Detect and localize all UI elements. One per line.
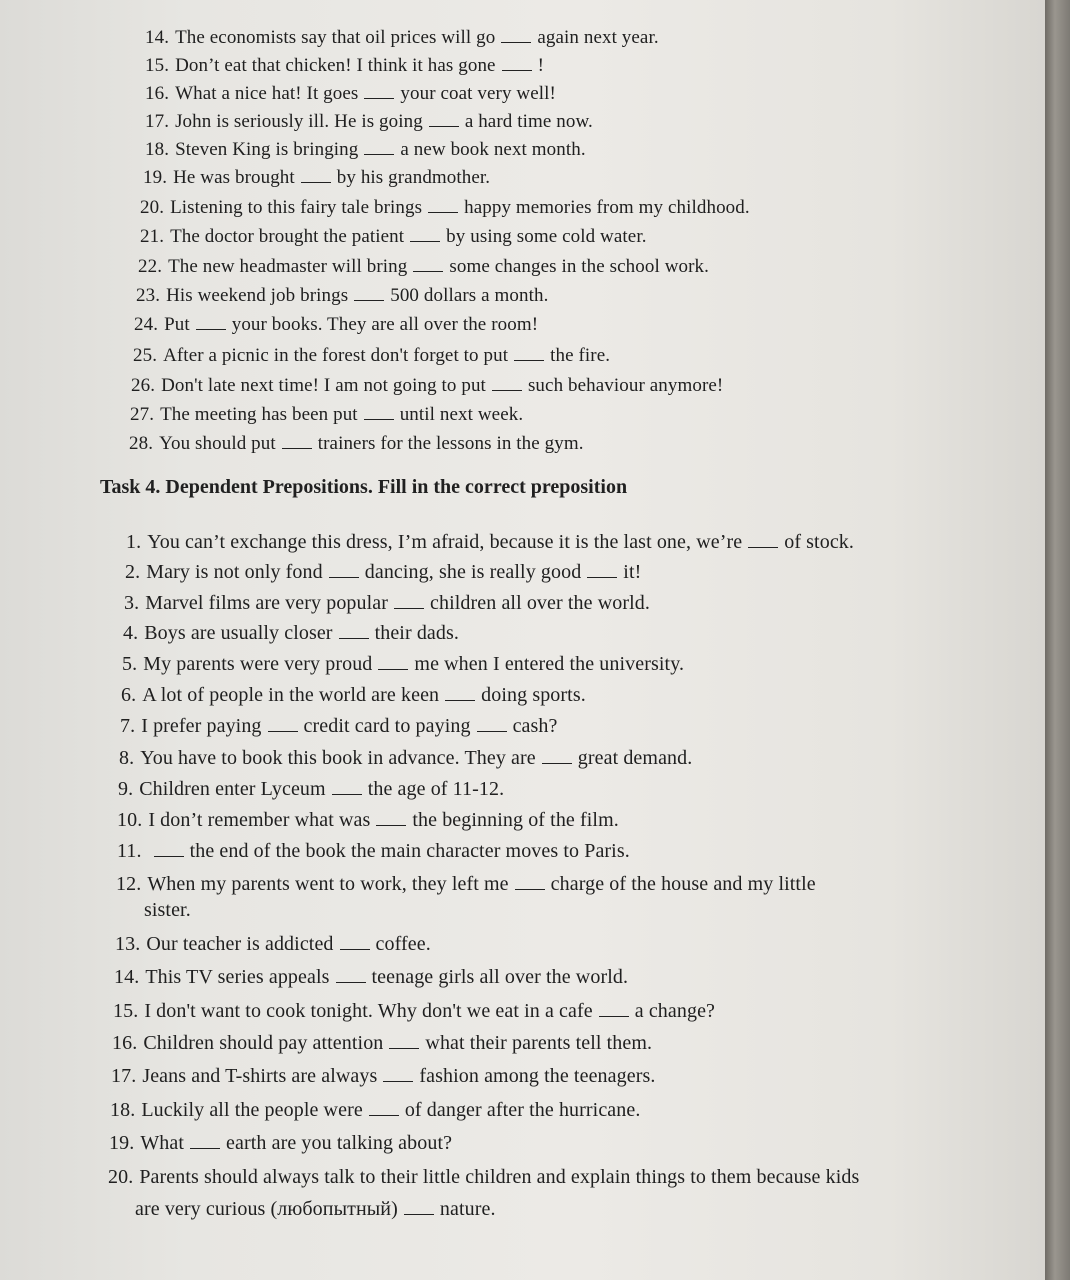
item-text-end: again next year. bbox=[537, 27, 659, 48]
item-text-end: a new book next month. bbox=[400, 139, 586, 160]
item-text-end: fashion among the teenagers. bbox=[419, 1065, 656, 1087]
item-text-end: coffee. bbox=[375, 933, 431, 955]
answer-blank bbox=[301, 166, 331, 183]
item-text: The meeting has been put bbox=[160, 404, 358, 425]
item-text-end: their dads. bbox=[374, 622, 459, 644]
list-item-continuation bbox=[144, 898, 191, 922]
item-text-end: cash? bbox=[512, 715, 558, 737]
item-text: sister. bbox=[144, 899, 191, 921]
list-item bbox=[130, 403, 523, 427]
item-number: 14. bbox=[145, 27, 170, 48]
answer-blank bbox=[268, 715, 298, 732]
item-number: 9. bbox=[118, 778, 134, 800]
item-number: 15. bbox=[113, 1000, 139, 1022]
item-text: Don’t eat that chicken! I think it has gone bbox=[175, 55, 496, 76]
item-text: The new headmaster will bring bbox=[168, 256, 408, 277]
item-text: You should put bbox=[159, 433, 276, 454]
item-text-end: the age of 11-12. bbox=[367, 778, 505, 800]
item-text-end: your coat very well! bbox=[400, 83, 556, 104]
answer-blank bbox=[445, 684, 475, 701]
answer-blank bbox=[154, 840, 184, 857]
list-item bbox=[111, 1064, 655, 1088]
item-text-end: a change? bbox=[634, 1000, 716, 1022]
item-text-end: until next week. bbox=[399, 404, 524, 425]
item-text-end: the end of the book the main character moves to Paris. bbox=[189, 840, 630, 862]
item-text: My parents were very proud bbox=[143, 653, 373, 675]
item-text-end: teenage girls all over the world. bbox=[371, 966, 629, 988]
list-item bbox=[131, 374, 723, 398]
item-text-end: your books. They are all over the room! bbox=[231, 314, 539, 335]
answer-blank bbox=[340, 933, 370, 950]
list-item bbox=[118, 777, 504, 801]
item-text: You can’t exchange this dress, I’m afraid, because it is the last one, we’re bbox=[147, 531, 743, 553]
item-text-middle: dancing, she is really good bbox=[364, 561, 582, 583]
list-item bbox=[124, 591, 650, 615]
list-item bbox=[145, 110, 593, 134]
item-number: 8. bbox=[119, 747, 135, 769]
item-number: 18. bbox=[110, 1099, 136, 1121]
item-text: A lot of people in the world are keen bbox=[142, 684, 440, 706]
list-item bbox=[140, 225, 647, 249]
page-edge bbox=[1045, 0, 1070, 1280]
item-text: Children enter Lyceum bbox=[139, 778, 326, 800]
list-item bbox=[120, 714, 558, 738]
item-number: 19. bbox=[143, 167, 168, 188]
item-text: Jeans and T-shirts are always bbox=[142, 1065, 378, 1087]
answer-blank bbox=[428, 196, 458, 213]
item-text: Parents should always talk to their little children and explain things to them because kids bbox=[139, 1166, 860, 1188]
list-item bbox=[145, 26, 659, 50]
list-item bbox=[122, 652, 684, 676]
answer-blank bbox=[413, 255, 443, 272]
answer-blank bbox=[389, 1032, 419, 1049]
answer-blank bbox=[501, 26, 531, 43]
list-item bbox=[145, 82, 556, 106]
answer-blank bbox=[190, 1132, 220, 1149]
answer-blank bbox=[514, 344, 544, 361]
item-text: Marvel films are very popular bbox=[145, 592, 389, 614]
item-text-end: earth are you talking about? bbox=[226, 1132, 453, 1154]
item-text: His weekend job brings bbox=[166, 285, 349, 306]
item-number: 7. bbox=[120, 715, 136, 737]
answer-blank bbox=[364, 82, 394, 99]
item-text: John is seriously ill. He is going bbox=[175, 111, 423, 132]
answer-blank bbox=[492, 374, 522, 391]
answer-blank bbox=[429, 110, 459, 127]
item-text-end: of danger after the hurricane. bbox=[404, 1099, 641, 1121]
item-number: 10. bbox=[117, 809, 143, 831]
list-item-continuation bbox=[135, 1197, 496, 1221]
item-number: 16. bbox=[145, 83, 170, 104]
item-text-end: by his grandmother. bbox=[336, 167, 491, 188]
list-item bbox=[145, 138, 586, 162]
item-text-end: ! bbox=[537, 55, 545, 76]
item-text: Luckily all the people were bbox=[141, 1099, 363, 1121]
list-item bbox=[112, 1031, 652, 1055]
answer-blank bbox=[515, 873, 545, 890]
list-item bbox=[125, 560, 641, 584]
item-number: 3. bbox=[124, 592, 140, 614]
item-text: The economists say that oil prices will go bbox=[175, 27, 496, 48]
item-number: 1. bbox=[126, 531, 142, 553]
answer-blank bbox=[383, 1065, 413, 1082]
item-number: 20. bbox=[108, 1166, 134, 1188]
item-text: Listening to this fairy tale brings bbox=[170, 197, 423, 218]
item-text-end: 500 dollars a month. bbox=[390, 285, 549, 306]
item-text-end: the beginning of the film. bbox=[412, 809, 619, 831]
answer-blank bbox=[329, 561, 359, 578]
item-text: After a picnic in the forest don't forget to put bbox=[163, 345, 509, 366]
item-text: I prefer paying bbox=[141, 715, 262, 737]
answer-blank bbox=[369, 1099, 399, 1116]
answer-blank bbox=[196, 313, 226, 330]
item-text: He was brought bbox=[173, 167, 295, 188]
task-heading: Task 4. Dependent Prepositions. Fill in the correct preposition bbox=[100, 476, 628, 498]
answer-blank bbox=[599, 1000, 629, 1017]
item-number: 26. bbox=[131, 375, 156, 396]
item-text-end: a hard time now. bbox=[464, 111, 593, 132]
item-text-end: happy memories from my childhood. bbox=[464, 197, 750, 218]
item-number: 12. bbox=[116, 873, 142, 895]
item-text-end: trainers for the lessons in the gym. bbox=[317, 433, 584, 454]
answer-blank bbox=[336, 966, 366, 983]
item-number: 2. bbox=[125, 561, 141, 583]
list-item bbox=[126, 530, 854, 554]
item-text: I don't want to cook tonight. Why don't we eat in a cafe bbox=[144, 1000, 593, 1022]
item-text-end: what their parents tell them. bbox=[425, 1032, 653, 1054]
item-number: 14. bbox=[114, 966, 140, 988]
item-text: are very curious (любопытный) bbox=[135, 1198, 398, 1220]
answer-blank bbox=[376, 809, 406, 826]
item-text-end: charge of the house and my little bbox=[550, 873, 816, 895]
list-item bbox=[145, 54, 544, 78]
list-item bbox=[109, 1131, 452, 1155]
answer-blank bbox=[282, 432, 312, 449]
item-number: 24. bbox=[134, 314, 159, 335]
item-text: Don't late next time! I am not going to put bbox=[161, 375, 486, 396]
item-text: You have to book this book in advance. They are bbox=[140, 747, 536, 769]
answer-blank bbox=[477, 715, 507, 732]
answer-blank bbox=[339, 622, 369, 639]
list-item bbox=[113, 999, 715, 1023]
answer-blank bbox=[378, 653, 408, 670]
answer-blank bbox=[410, 225, 440, 242]
item-text-end: it! bbox=[623, 561, 642, 583]
item-text-end: the fire. bbox=[550, 345, 611, 366]
item-number: 17. bbox=[145, 111, 170, 132]
answer-blank bbox=[502, 54, 532, 71]
item-text: Our teacher is addicted bbox=[146, 933, 334, 955]
answer-blank bbox=[364, 138, 394, 155]
list-item bbox=[121, 683, 586, 707]
item-text: Boys are usually closer bbox=[144, 622, 333, 644]
list-item bbox=[114, 965, 628, 989]
item-number: 16. bbox=[112, 1032, 138, 1054]
answer-blank bbox=[748, 531, 778, 548]
list-item bbox=[143, 166, 490, 190]
answer-blank bbox=[354, 284, 384, 301]
item-text-middle: credit card to paying bbox=[303, 715, 471, 737]
item-number: 22. bbox=[138, 256, 163, 277]
item-text-end: nature. bbox=[439, 1198, 496, 1220]
list-item bbox=[138, 255, 709, 279]
item-number: 23. bbox=[136, 285, 161, 306]
item-number: 5. bbox=[122, 653, 138, 675]
list-item bbox=[117, 808, 619, 832]
item-text: Mary is not only fond bbox=[146, 561, 323, 583]
item-number: 11. bbox=[117, 840, 142, 862]
item-number: 4. bbox=[123, 622, 139, 644]
list-item bbox=[108, 1165, 859, 1189]
list-item bbox=[119, 746, 692, 770]
item-number: 25. bbox=[133, 345, 158, 366]
list-item bbox=[136, 284, 548, 308]
item-text: The doctor brought the patient bbox=[170, 226, 405, 247]
list-item bbox=[123, 621, 459, 645]
item-text: I don’t remember what was bbox=[148, 809, 371, 831]
item-text: This TV series appeals bbox=[145, 966, 330, 988]
item-text: What a nice hat! It goes bbox=[175, 83, 359, 104]
item-number: 21. bbox=[140, 226, 165, 247]
item-number: 6. bbox=[121, 684, 137, 706]
list-item bbox=[117, 839, 630, 863]
list-item bbox=[116, 872, 816, 896]
item-text-end: doing sports. bbox=[481, 684, 586, 706]
list-item bbox=[115, 932, 431, 956]
list-item bbox=[129, 432, 584, 456]
answer-blank bbox=[332, 778, 362, 795]
item-text-end: great demand. bbox=[577, 747, 693, 769]
item-text-end: me when I entered the university. bbox=[414, 653, 685, 675]
item-text: Put bbox=[164, 314, 190, 335]
item-number: 27. bbox=[130, 404, 155, 425]
item-text: When my parents went to work, they left me bbox=[147, 873, 509, 895]
answer-blank bbox=[587, 561, 617, 578]
item-number: 17. bbox=[111, 1065, 137, 1087]
answer-blank bbox=[404, 1198, 434, 1215]
item-text-end: some changes in the school work. bbox=[449, 256, 709, 277]
item-text-end: by using some cold water. bbox=[446, 226, 647, 247]
item-text-end: such behaviour anymore! bbox=[527, 375, 724, 396]
list-item bbox=[134, 313, 538, 337]
item-text-end: children all over the world. bbox=[430, 592, 650, 614]
item-text: Steven King is bringing bbox=[175, 139, 359, 160]
answer-blank bbox=[364, 403, 394, 420]
answer-blank bbox=[394, 592, 424, 609]
item-number: 18. bbox=[145, 139, 170, 160]
item-text-end: of stock. bbox=[784, 531, 854, 553]
item-number: 20. bbox=[140, 197, 165, 218]
list-item bbox=[110, 1098, 640, 1122]
item-number: 15. bbox=[145, 55, 170, 76]
item-text: Children should pay attention bbox=[143, 1032, 384, 1054]
list-item bbox=[133, 344, 610, 368]
item-number: 13. bbox=[115, 933, 141, 955]
list-item bbox=[140, 196, 750, 220]
item-number: 19. bbox=[109, 1132, 135, 1154]
answer-blank bbox=[542, 747, 572, 764]
item-number: 28. bbox=[129, 433, 154, 454]
item-text: What bbox=[140, 1132, 185, 1154]
